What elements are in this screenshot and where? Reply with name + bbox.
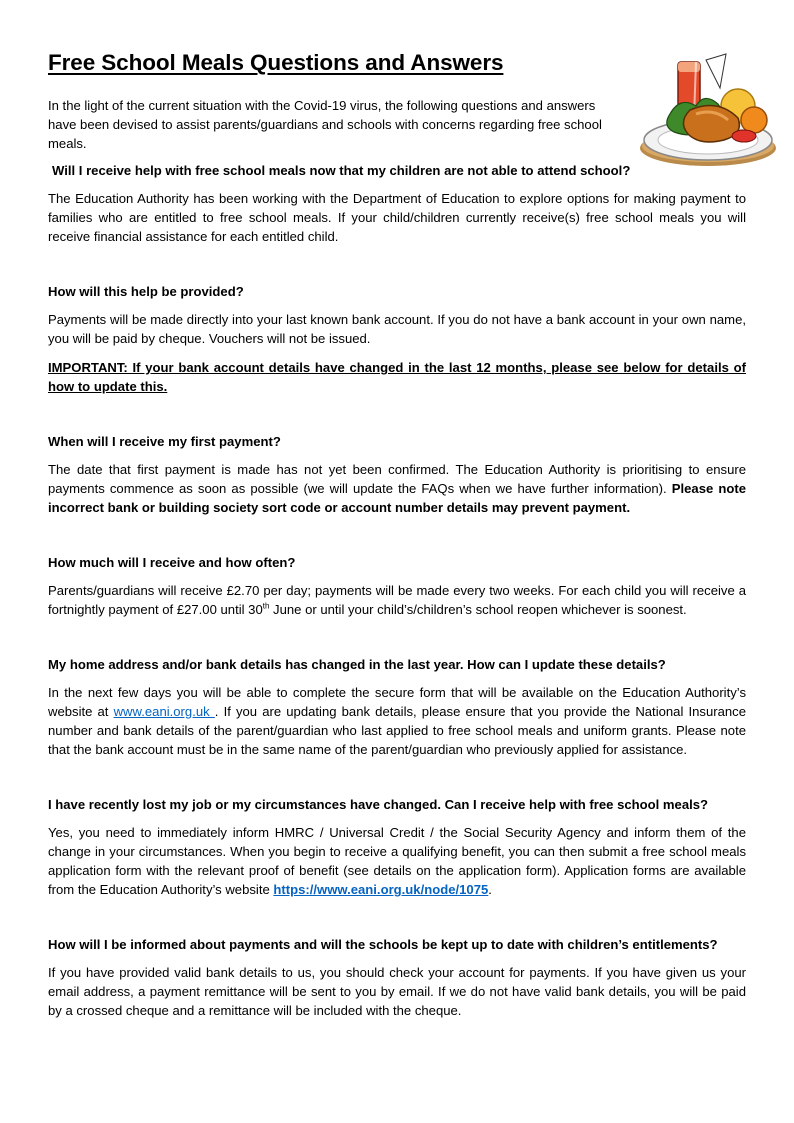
answer-4 [48,581,746,619]
eani-website-link[interactable]: www.eani.org.uk [113,704,215,719]
question-6: I have recently lost my job or my circumstances have changed. Can I receive help with free school meals? [48,797,709,812]
document-body [48,96,746,1030]
important-notice: IMPORTANT: If your bank account details have changed in the last 12 months, please see below for details of how to update this. [48,360,746,394]
answer-4-superscript: th [262,601,270,611]
question-7: How will I be informed about payments and will the schools be kept up to date with children’s entitlements? [48,937,718,952]
question-2: How will this help be provided? [48,284,244,299]
answer-3 [48,460,746,517]
question-5: My home address and/or bank details has changed in the last year. How can I update these details? [48,657,666,672]
answer-5-text-a: In the next few days you will be able to complete the secure form that will be available on the Education Authority’s website at [48,685,746,719]
question-1: Will I receive help with free school meals now that my children are not able to attend school? [52,163,631,178]
answer-5 [48,683,746,759]
application-form-link[interactable]: https://www.eani.org.uk/node/1075 [273,882,489,897]
question-4: How much will I receive and how often? [48,555,296,570]
answer-6 [48,823,746,899]
answer-3-note: Please note incorrect bank or building society sort code or account number details may prevent payment. [48,481,746,515]
page-title: Free School Meals Questions and Answers [48,50,504,75]
answer-6-text-a: Yes, you need to immediately inform HMRC / Universal Credit / the Social Security Agency and inform them of the change in your circumstances. When you begin to receive a qualifying benefit, you can then submit a free school meals application form with the relevant proof of benefit (see details on the application form). Application forms are available from the Education Authority’s website [48,825,746,897]
answer-2: Payments will be made directly into your last known bank account. If you do not have a bank account in your own name, you will be paid by cheque. Vouchers will not be issued. [48,312,746,346]
answer-3-text: The date that first payment is made has not yet been confirmed. The Education Authority is prioritising to ensure payments commence as soon as possible (we will update the FAQs when we have further information). [48,462,746,496]
answer-4-text-a: Parents/guardians will receive £2.70 per day; payments will be made every two weeks. For each child you will receive a fortnightly payment of £27.00 until 30 [48,583,746,617]
answer-1: The Education Authority has been working with the Department of Education to explore options for making payment to families who are entitled to free school meals. If your child/children currently receive(s) free school meals you will receive financial assistance for each entitled child. [48,191,746,244]
answer-7: If you have provided valid bank details to us, you should check your account for payments. If you have given us your email address, a payment remittance will be sent to you by email. If we do not have valid bank details, you will be paid by a crossed cheque and a remittance will be included with the cheque. [48,965,746,1018]
answer-4-text-b: June or until your child’s/children’s school reopen whichever is soonest. [269,602,687,617]
answer-6-text-b: . [488,882,492,897]
intro-paragraph: In the light of the current situation with the Covid-19 virus, the following questions and answers have been devised to assist parents/guardians and schools with concerns regarding free school meals. [48,98,602,151]
question-3: When will I receive my first payment? [48,434,281,449]
answer-5-text-b: . If you are updating bank details, please ensure that you provide the National Insurance number and bank details of the parent/guardian who last applied to free school meals and uniform grants. Please note that the bank account must be in the same name of the parent/guardian who previously applied for assistance. [48,704,746,757]
